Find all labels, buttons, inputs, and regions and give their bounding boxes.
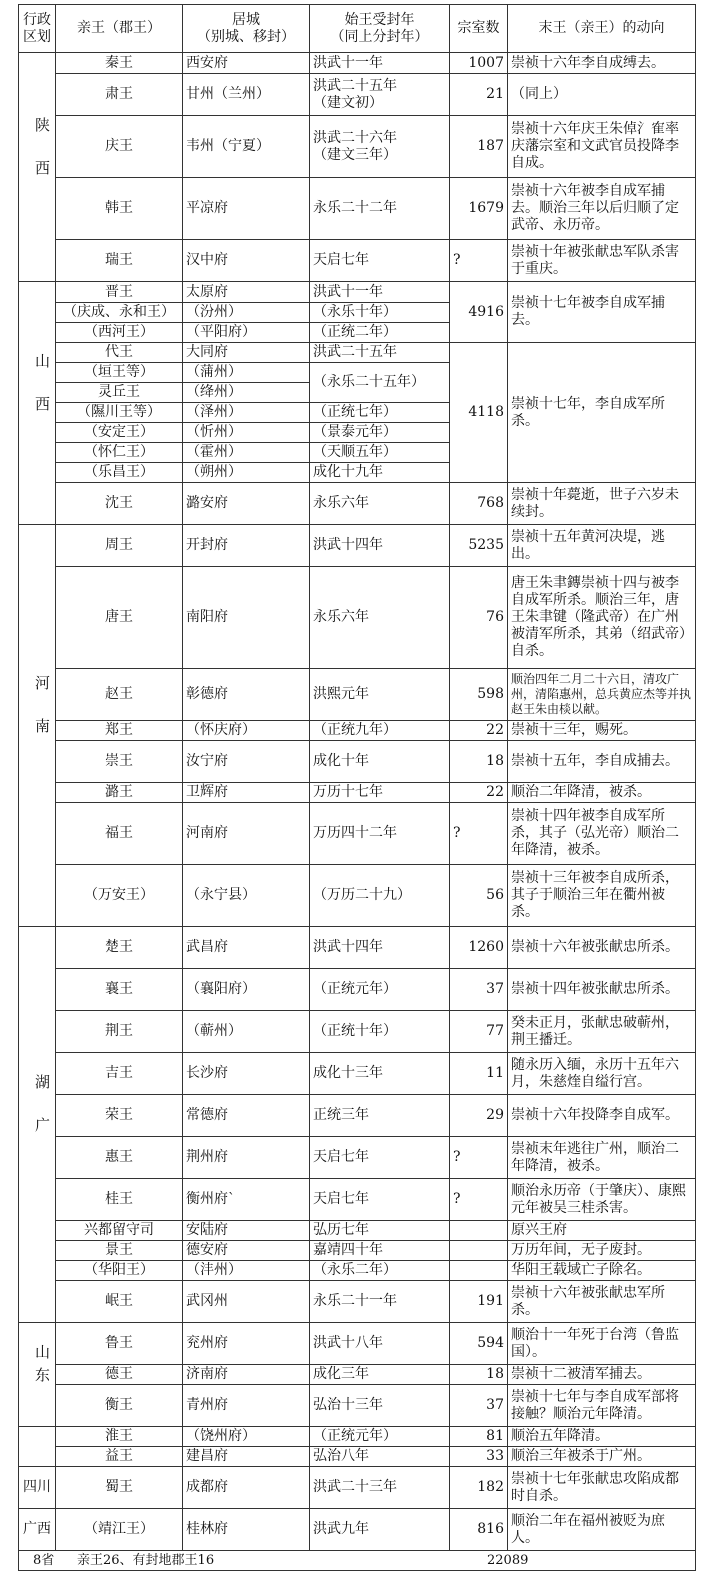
year-cell: 弘历七年 <box>310 1221 450 1241</box>
year-cell: （永乐二年） <box>310 1261 450 1281</box>
fate-cell: 顺治十一年死于台湾（鲁监国）。 <box>508 1323 696 1365</box>
table-row <box>19 783 696 803</box>
city-cell: 武昌府 <box>183 927 310 969</box>
count-cell: 594 <box>450 1323 508 1365</box>
year-cell: （正统元年） <box>310 969 450 1011</box>
table-row <box>19 1427 696 1447</box>
table-row <box>19 282 696 303</box>
city-cell: （平阳府） <box>183 323 310 343</box>
footer-provinces: 8省 <box>33 1553 55 1568</box>
prince-cell: 赵王 <box>56 669 183 721</box>
prince-cell: 周王 <box>56 525 183 567</box>
year-cell: 成化十九年 <box>310 463 450 483</box>
fate-cell: 崇祯十六年被张献忠军所杀。 <box>508 1281 696 1323</box>
table-row <box>19 1385 696 1427</box>
prince-cell: 岷王 <box>56 1281 183 1323</box>
prince-cell: 郑王 <box>56 721 183 741</box>
fate-cell: 崇祯十五年，李自成捕去。 <box>508 741 696 783</box>
header-city: 居城 （别城、移封） <box>183 5 310 53</box>
count-cell: ? <box>450 1179 508 1221</box>
year-cell: 洪武十四年 <box>310 927 450 969</box>
fate-cell: 崇祯十三年被李自成所杀，其子于顺治三年在衢州被杀。 <box>508 865 696 927</box>
year-cell: （正统十年） <box>310 1011 450 1053</box>
year-cell: 洪武二十三年 <box>310 1467 450 1509</box>
city-cell: 长沙府 <box>183 1053 310 1095</box>
city-cell: （饶州府） <box>183 1427 310 1447</box>
count-cell: 18 <box>450 741 508 783</box>
prince-cell: 益王 <box>56 1447 183 1467</box>
prince-cell: 秦王 <box>56 53 183 74</box>
prince-cell: 福王 <box>56 803 183 865</box>
region-cell: 陕西 <box>19 53 56 282</box>
count-cell: 816 <box>450 1509 508 1551</box>
year-cell: 洪武十四年 <box>310 525 450 567</box>
city-cell: （襄阳府） <box>183 969 310 1011</box>
prince-cell: （安定王） <box>56 423 183 443</box>
year-cell: 正统三年 <box>310 1095 450 1137</box>
city-cell: 桂林府 <box>183 1509 310 1551</box>
footer-cell <box>19 1551 696 1571</box>
year-cell: 弘治十三年 <box>310 1385 450 1427</box>
city-cell: 建昌府 <box>183 1447 310 1467</box>
count-cell: 77 <box>450 1011 508 1053</box>
city-cell: （汾州） <box>183 303 310 323</box>
fate-cell: 顺治四年二月二十六日，清攻广州，清陷惠州，总兵黄应杰等并执赵王朱由棪以献。 <box>508 669 696 721</box>
fate-cell: 随永历入缅，永历十五年六月，朱慈煃自缢行宫。 <box>508 1053 696 1095</box>
fate-cell: 崇祯十六年投降李自成军。 <box>508 1095 696 1137</box>
fate-cell: 顺治二年降清，被杀。 <box>508 783 696 803</box>
city-cell: 成都府 <box>183 1467 310 1509</box>
prince-cell: 沈王 <box>56 483 183 525</box>
footer-total: 22089 <box>487 1553 529 1568</box>
count-cell: 182 <box>450 1467 508 1509</box>
year-cell: 弘治八年 <box>310 1447 450 1467</box>
table-row <box>19 927 696 969</box>
count-cell: 187 <box>450 116 508 178</box>
year-cell: （永乐十年） <box>310 303 450 323</box>
city-cell: （朔州） <box>183 463 310 483</box>
prince-cell: 鲁王 <box>56 1323 183 1365</box>
count-cell: 81 <box>450 1427 508 1447</box>
count-cell: 598 <box>450 669 508 721</box>
header-prince: 亲王（郡王） <box>56 5 183 53</box>
city-cell: 潞安府 <box>183 483 310 525</box>
table-row <box>19 1281 696 1323</box>
table-row <box>19 240 696 282</box>
city-cell: （霍州） <box>183 443 310 463</box>
region-cell: 山东 <box>19 1323 56 1427</box>
table-row <box>19 741 696 783</box>
year-cell: 洪武十一年 <box>310 282 450 303</box>
city-cell: 卫辉府 <box>183 783 310 803</box>
year-cell: 洪武二十五年 （建文初） <box>310 74 450 116</box>
year-cell: 永乐六年 <box>310 567 450 669</box>
fate-cell: 崇祯十七年与李自成军部将接触？顺治元年降清。 <box>508 1385 696 1427</box>
count-cell: 5235 <box>450 525 508 567</box>
count-cell <box>450 1221 508 1241</box>
count-cell: ? <box>450 803 508 865</box>
city-cell: 彰德府 <box>183 669 310 721</box>
count-cell: 191 <box>450 1281 508 1323</box>
fate-cell: 癸未正月，张献忠破蕲州，荆王播迁。 <box>508 1011 696 1053</box>
count-cell: ? <box>450 240 508 282</box>
city-cell: 太原府 <box>183 282 310 303</box>
year-cell: （正统七年） <box>310 403 450 423</box>
prince-cell: 代王 <box>56 343 183 363</box>
city-cell: （永宁县） <box>183 865 310 927</box>
prince-cell: 襄王 <box>56 969 183 1011</box>
city-cell: （忻州） <box>183 423 310 443</box>
count-cell: 37 <box>450 969 508 1011</box>
city-cell: 开封府 <box>183 525 310 567</box>
region-cell: 广西 <box>19 1509 56 1551</box>
year-cell: （正统九年） <box>310 721 450 741</box>
region-cell: 山西 <box>19 282 56 525</box>
fate-cell: 崇祯十七年，李自成军所杀。 <box>508 343 696 483</box>
city-cell: 衡州府` <box>183 1179 310 1221</box>
table-row <box>19 969 696 1011</box>
city-cell: 汉中府 <box>183 240 310 282</box>
region-cell: 湖广 <box>19 927 56 1323</box>
table-row <box>19 669 696 721</box>
header-count: 宗室数 <box>450 5 508 53</box>
prince-cell: 德王 <box>56 1365 183 1385</box>
prince-cell: 韩王 <box>56 178 183 240</box>
year-cell: （正统元年） <box>310 1427 450 1447</box>
city-cell: 武冈州 <box>183 1281 310 1323</box>
year-cell: 天启七年 <box>310 1179 450 1221</box>
prince-cell: 吉王 <box>56 1053 183 1095</box>
year-cell: 万历四十二年 <box>310 803 450 865</box>
count-cell: 56 <box>450 865 508 927</box>
prince-cell: （垣王等） <box>56 363 183 383</box>
prince-cell: 桂王 <box>56 1179 183 1221</box>
fate-cell: 崇祯十七年被李自成军捕去。 <box>508 282 696 343</box>
count-cell: 33 <box>450 1447 508 1467</box>
region-cell <box>19 1427 56 1467</box>
header-fate: 末王（亲王）的动向 <box>508 5 696 53</box>
count-cell: 768 <box>450 483 508 525</box>
year-cell: 洪武九年 <box>310 1509 450 1551</box>
region-cell: 河南 <box>19 525 56 927</box>
count-cell: 4916 <box>450 282 508 343</box>
city-cell: 西安府 <box>183 53 310 74</box>
table-row <box>19 343 696 363</box>
city-cell: 平凉府 <box>183 178 310 240</box>
city-cell: （蕲州） <box>183 1011 310 1053</box>
table-row <box>19 1447 696 1467</box>
table-row <box>19 721 696 741</box>
prince-cell: 衡王 <box>56 1385 183 1427</box>
fate-cell: 崇祯十六年被张献忠所杀。 <box>508 927 696 969</box>
year-cell: 洪武十八年 <box>310 1323 450 1365</box>
region-cell: 四川 <box>19 1467 56 1509</box>
year-cell: 永乐二十一年 <box>310 1281 450 1323</box>
count-cell: 4118 <box>450 343 508 483</box>
year-cell: 成化十三年 <box>310 1053 450 1095</box>
fate-cell: 崇祯末年逃往广州，顺治二年降清，被杀。 <box>508 1137 696 1179</box>
city-cell: （泽州） <box>183 403 310 423</box>
prince-cell: （西河王） <box>56 323 183 343</box>
prince-cell: 晋王 <box>56 282 183 303</box>
prince-cell: 灵丘王 <box>56 383 183 403</box>
fate-cell: 万历年间，无子废封。 <box>508 1241 696 1261</box>
prince-cell: 庆王 <box>56 116 183 178</box>
year-cell: 天启七年 <box>310 1137 450 1179</box>
table-row <box>19 1095 696 1137</box>
fate-cell: 顺治二年在福州被贬为庶人。 <box>508 1509 696 1551</box>
count-cell <box>450 1261 508 1281</box>
table-row <box>19 116 696 178</box>
prince-cell: 惠王 <box>56 1137 183 1179</box>
header-row <box>19 5 696 53</box>
city-cell: （沣州） <box>183 1261 310 1281</box>
prince-cell: 肃王 <box>56 74 183 116</box>
header-region: 行政 区划 <box>19 5 56 53</box>
year-cell: 永乐六年 <box>310 483 450 525</box>
year-cell: （万历二十九） <box>310 865 450 927</box>
prince-cell: 淮王 <box>56 1427 183 1447</box>
princes-table <box>18 4 696 1571</box>
table-row <box>19 567 696 669</box>
table-row <box>19 865 696 927</box>
count-cell: 76 <box>450 567 508 669</box>
table-row <box>19 1241 696 1261</box>
city-cell: 南阳府 <box>183 567 310 669</box>
fate-cell: （同上） <box>508 74 696 116</box>
year-cell: （正统二年） <box>310 323 450 343</box>
count-cell: 11 <box>450 1053 508 1095</box>
fate-cell: 崇祯十五年黄河决堤，逃出。 <box>508 525 696 567</box>
fate-cell: 顺治三年被杀于广州。 <box>508 1447 696 1467</box>
count-cell: 22 <box>450 783 508 803</box>
city-cell: 荆州府 <box>183 1137 310 1179</box>
header-year: 始王受封年 （同上分封年） <box>310 5 450 53</box>
count-cell: 18 <box>450 1365 508 1385</box>
fate-cell: 顺治永历帝（于肇庆）、康熙元年被吴三桂杀害。 <box>508 1179 696 1221</box>
prince-cell: 瑞王 <box>56 240 183 282</box>
year-cell: （景泰元年） <box>310 423 450 443</box>
city-cell: （绛州） <box>183 383 310 403</box>
year-cell: 嘉靖四十年 <box>310 1241 450 1261</box>
fate-cell: 唐王朱聿鏄崇祯十四与被李自成军所杀。顺治三年，唐王朱聿键（隆武帝）在广州被清军所杀，其弟（绍武帝）自杀。 <box>508 567 696 669</box>
count-cell: 1007 <box>450 53 508 74</box>
prince-cell: （乐昌王） <box>56 463 183 483</box>
city-cell: 青州府 <box>183 1385 310 1427</box>
prince-cell: 荣王 <box>56 1095 183 1137</box>
city-cell: 汝宁府 <box>183 741 310 783</box>
year-cell: 洪武十一年 <box>310 53 450 74</box>
table-row <box>19 1221 696 1241</box>
count-cell: ? <box>450 1137 508 1179</box>
fate-cell: 原兴王府 <box>508 1221 696 1241</box>
footer-row <box>19 1551 696 1571</box>
prince-cell: 楚王 <box>56 927 183 969</box>
table-row <box>19 53 696 74</box>
city-cell: 大同府 <box>183 343 310 363</box>
fate-cell: 华阳王载域亡子除名。 <box>508 1261 696 1281</box>
fate-cell: 崇祯十四年被李自成军所杀，其子（弘光帝）顺治二年降清，被杀。 <box>508 803 696 865</box>
footer-summary: 亲王26、有封地郡王16 <box>77 1553 215 1568</box>
count-cell: 21 <box>450 74 508 116</box>
year-cell: 永乐二十二年 <box>310 178 450 240</box>
city-cell: 常德府 <box>183 1095 310 1137</box>
city-cell: 韦州（宁夏） <box>183 116 310 178</box>
year-cell: 成化十年 <box>310 741 450 783</box>
fate-cell: 崇祯十六年被李自成军捕去。顺治三年以后归顺了定武帝、永历帝。 <box>508 178 696 240</box>
table-row <box>19 1261 696 1281</box>
table-row <box>19 525 696 567</box>
fate-cell: 崇祯十六年李自成缚去。 <box>508 53 696 74</box>
year-cell: 成化三年 <box>310 1365 450 1385</box>
table-row <box>19 483 696 525</box>
fate-cell: 崇祯十七年张献忠攻陷成都时自杀。 <box>508 1467 696 1509</box>
fate-cell: 顺治五年降清。 <box>508 1427 696 1447</box>
prince-cell: （庆成、永和王） <box>56 303 183 323</box>
prince-cell: 潞王 <box>56 783 183 803</box>
prince-cell: （靖江王） <box>56 1509 183 1551</box>
prince-cell: 崇王 <box>56 741 183 783</box>
year-cell: 洪武二十五年 <box>310 343 450 363</box>
count-cell: 22 <box>450 721 508 741</box>
count-cell: 1260 <box>450 927 508 969</box>
prince-cell: （怀仁王） <box>56 443 183 463</box>
fate-cell: 崇祯十二被清军捕去。 <box>508 1365 696 1385</box>
city-cell: 甘州（兰州） <box>183 74 310 116</box>
fate-cell: 崇祯十年薨逝，世子六岁未续封。 <box>508 483 696 525</box>
year-cell: 洪熙元年 <box>310 669 450 721</box>
table-row <box>19 1011 696 1053</box>
city-cell: 安陆府 <box>183 1221 310 1241</box>
city-cell: （怀庆府） <box>183 721 310 741</box>
city-cell: 河南府 <box>183 803 310 865</box>
city-cell: （蒲州） <box>183 363 310 383</box>
prince-cell: （华阳王） <box>56 1261 183 1281</box>
count-cell <box>450 1241 508 1261</box>
fate-cell: 崇祯十四年被张献忠所杀。 <box>508 969 696 1011</box>
fate-cell: 崇祯十三年，赐死。 <box>508 721 696 741</box>
table-row <box>19 74 696 116</box>
fate-cell: 崇祯十六年庆王朱倬氵隺率庆藩宗室和文武官员投降李自成。 <box>508 116 696 178</box>
year-cell: 万历十七年 <box>310 783 450 803</box>
table-row <box>19 1365 696 1385</box>
table-row <box>19 1323 696 1365</box>
count-cell: 37 <box>450 1385 508 1427</box>
table-row <box>19 1467 696 1509</box>
prince-cell: 荆王 <box>56 1011 183 1053</box>
prince-cell: 唐王 <box>56 567 183 669</box>
fate-cell: 崇祯十年被张献忠军队杀害于重庆。 <box>508 240 696 282</box>
prince-cell: 景王 <box>56 1241 183 1261</box>
year-cell: 天启七年 <box>310 240 450 282</box>
prince-cell: 兴都留守司 <box>56 1221 183 1241</box>
year-cell: （永乐二十五年） <box>310 363 450 403</box>
table-row <box>19 178 696 240</box>
table-row <box>19 1179 696 1221</box>
year-cell: （天顺五年） <box>310 443 450 463</box>
year-cell: 洪武二十六年 （建文三年） <box>310 116 450 178</box>
prince-cell: 蜀王 <box>56 1467 183 1509</box>
count-cell: 29 <box>450 1095 508 1137</box>
table-row <box>19 803 696 865</box>
table-row <box>19 1053 696 1095</box>
table-row <box>19 1509 696 1551</box>
prince-cell: （隰川王等） <box>56 403 183 423</box>
city-cell: 济南府 <box>183 1365 310 1385</box>
prince-cell: （万安王） <box>56 865 183 927</box>
city-cell: 德安府 <box>183 1241 310 1261</box>
count-cell: 1679 <box>450 178 508 240</box>
table-row <box>19 1137 696 1179</box>
city-cell: 兖州府 <box>183 1323 310 1365</box>
